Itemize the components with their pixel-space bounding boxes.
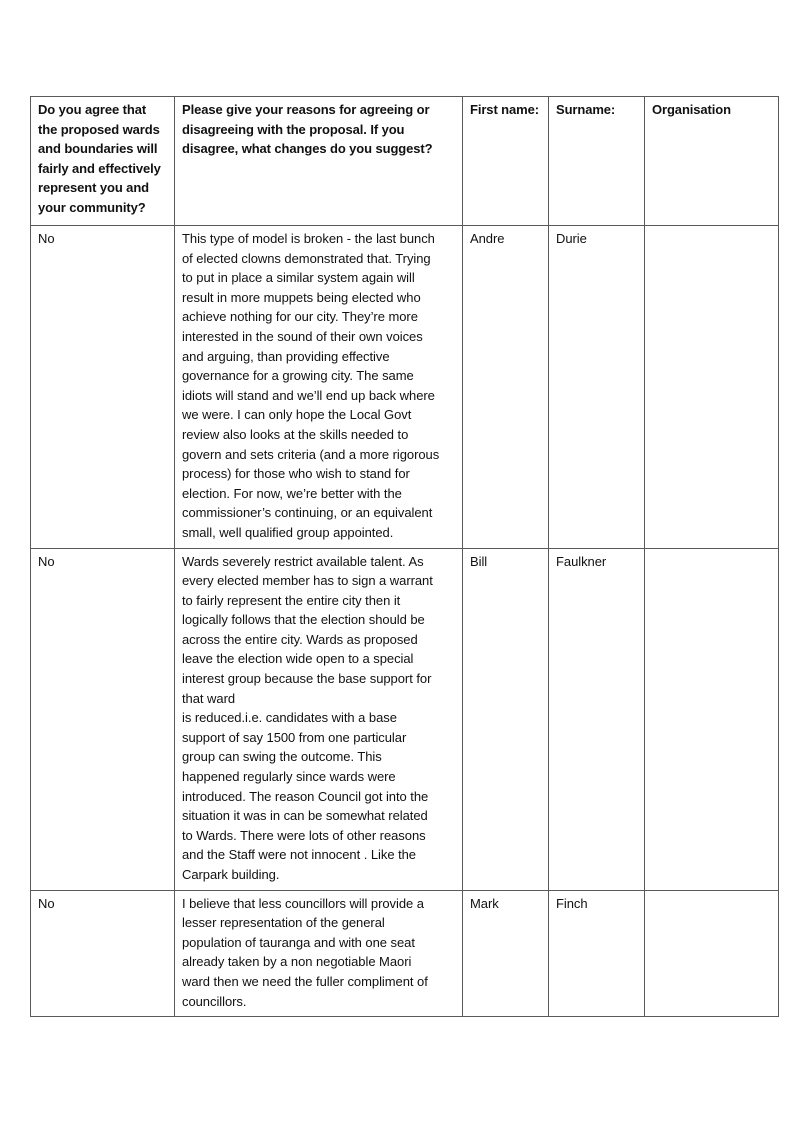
header-row bbox=[31, 97, 779, 226]
table-row bbox=[31, 548, 779, 890]
agree-cell: No bbox=[31, 890, 175, 1017]
surname-cell: Faulkner bbox=[549, 548, 645, 890]
header-first-name: First name: bbox=[463, 97, 549, 226]
surname-cell: Finch bbox=[549, 890, 645, 1017]
header-agree: Do you agree that the proposed wards and boundaries will fairly and effectively represent you and your community? bbox=[31, 97, 175, 226]
organisation-cell bbox=[645, 890, 779, 1017]
table-row bbox=[31, 890, 779, 1017]
table-row bbox=[31, 226, 779, 549]
first-name-cell: Andre bbox=[463, 226, 549, 549]
reason-cell: I believe that less councillors will provide a lesser representation of the general population of tauranga and with one seat already taken by a non negotiable Maori ward then we need the fuller compliment of councillors. bbox=[175, 890, 463, 1017]
header-organisation: Organisation bbox=[645, 97, 779, 226]
first-name-cell: Bill bbox=[463, 548, 549, 890]
organisation-cell bbox=[645, 548, 779, 890]
submissions-table bbox=[30, 96, 779, 1017]
reason-cell: This type of model is broken - the last bunch of elected clowns demonstrated that. Trying to put in place a similar system again will result in more muppets being elected who achieve nothing for our city. They’re more interested in the sound of their own voices and arguing, than providing effective governance for a growing city. The same idiots will stand and we’ll end up back where we were. I can only hope the Local Govt review also looks at the skills needed to govern and sets criteria (and a more rigorous process) for those who wish to stand for election. For now, we’re better with the commissioner’s continuing, or an equivalent small, well qualified group appointed. bbox=[175, 226, 463, 549]
agree-cell: No bbox=[31, 548, 175, 890]
reason-cell: Wards severely restrict available talent. As every elected member has to sign a warrant to fairly represent the entire city then it logically follows that the election should be across the entire city. Wards as proposed leave the election wide open to a special interest group because the base support for that ward is reduced.i.e. candidates with a base support of say 1500 from one particular group can swing the outcome. This happened regularly since wards were introduced. The reason Council got into the situation it was in can be somewhat related to Wards. There were lots of other reasons and the Staff were not innocent . Like the Carpark building. bbox=[175, 548, 463, 890]
first-name-cell: Mark bbox=[463, 890, 549, 1017]
surname-cell: Durie bbox=[549, 226, 645, 549]
organisation-cell bbox=[645, 226, 779, 549]
header-surname: Surname: bbox=[549, 97, 645, 226]
agree-cell: No bbox=[31, 226, 175, 549]
header-reasons: Please give your reasons for agreeing or disagreeing with the proposal. If you disagree, what changes do you suggest? bbox=[175, 97, 463, 226]
